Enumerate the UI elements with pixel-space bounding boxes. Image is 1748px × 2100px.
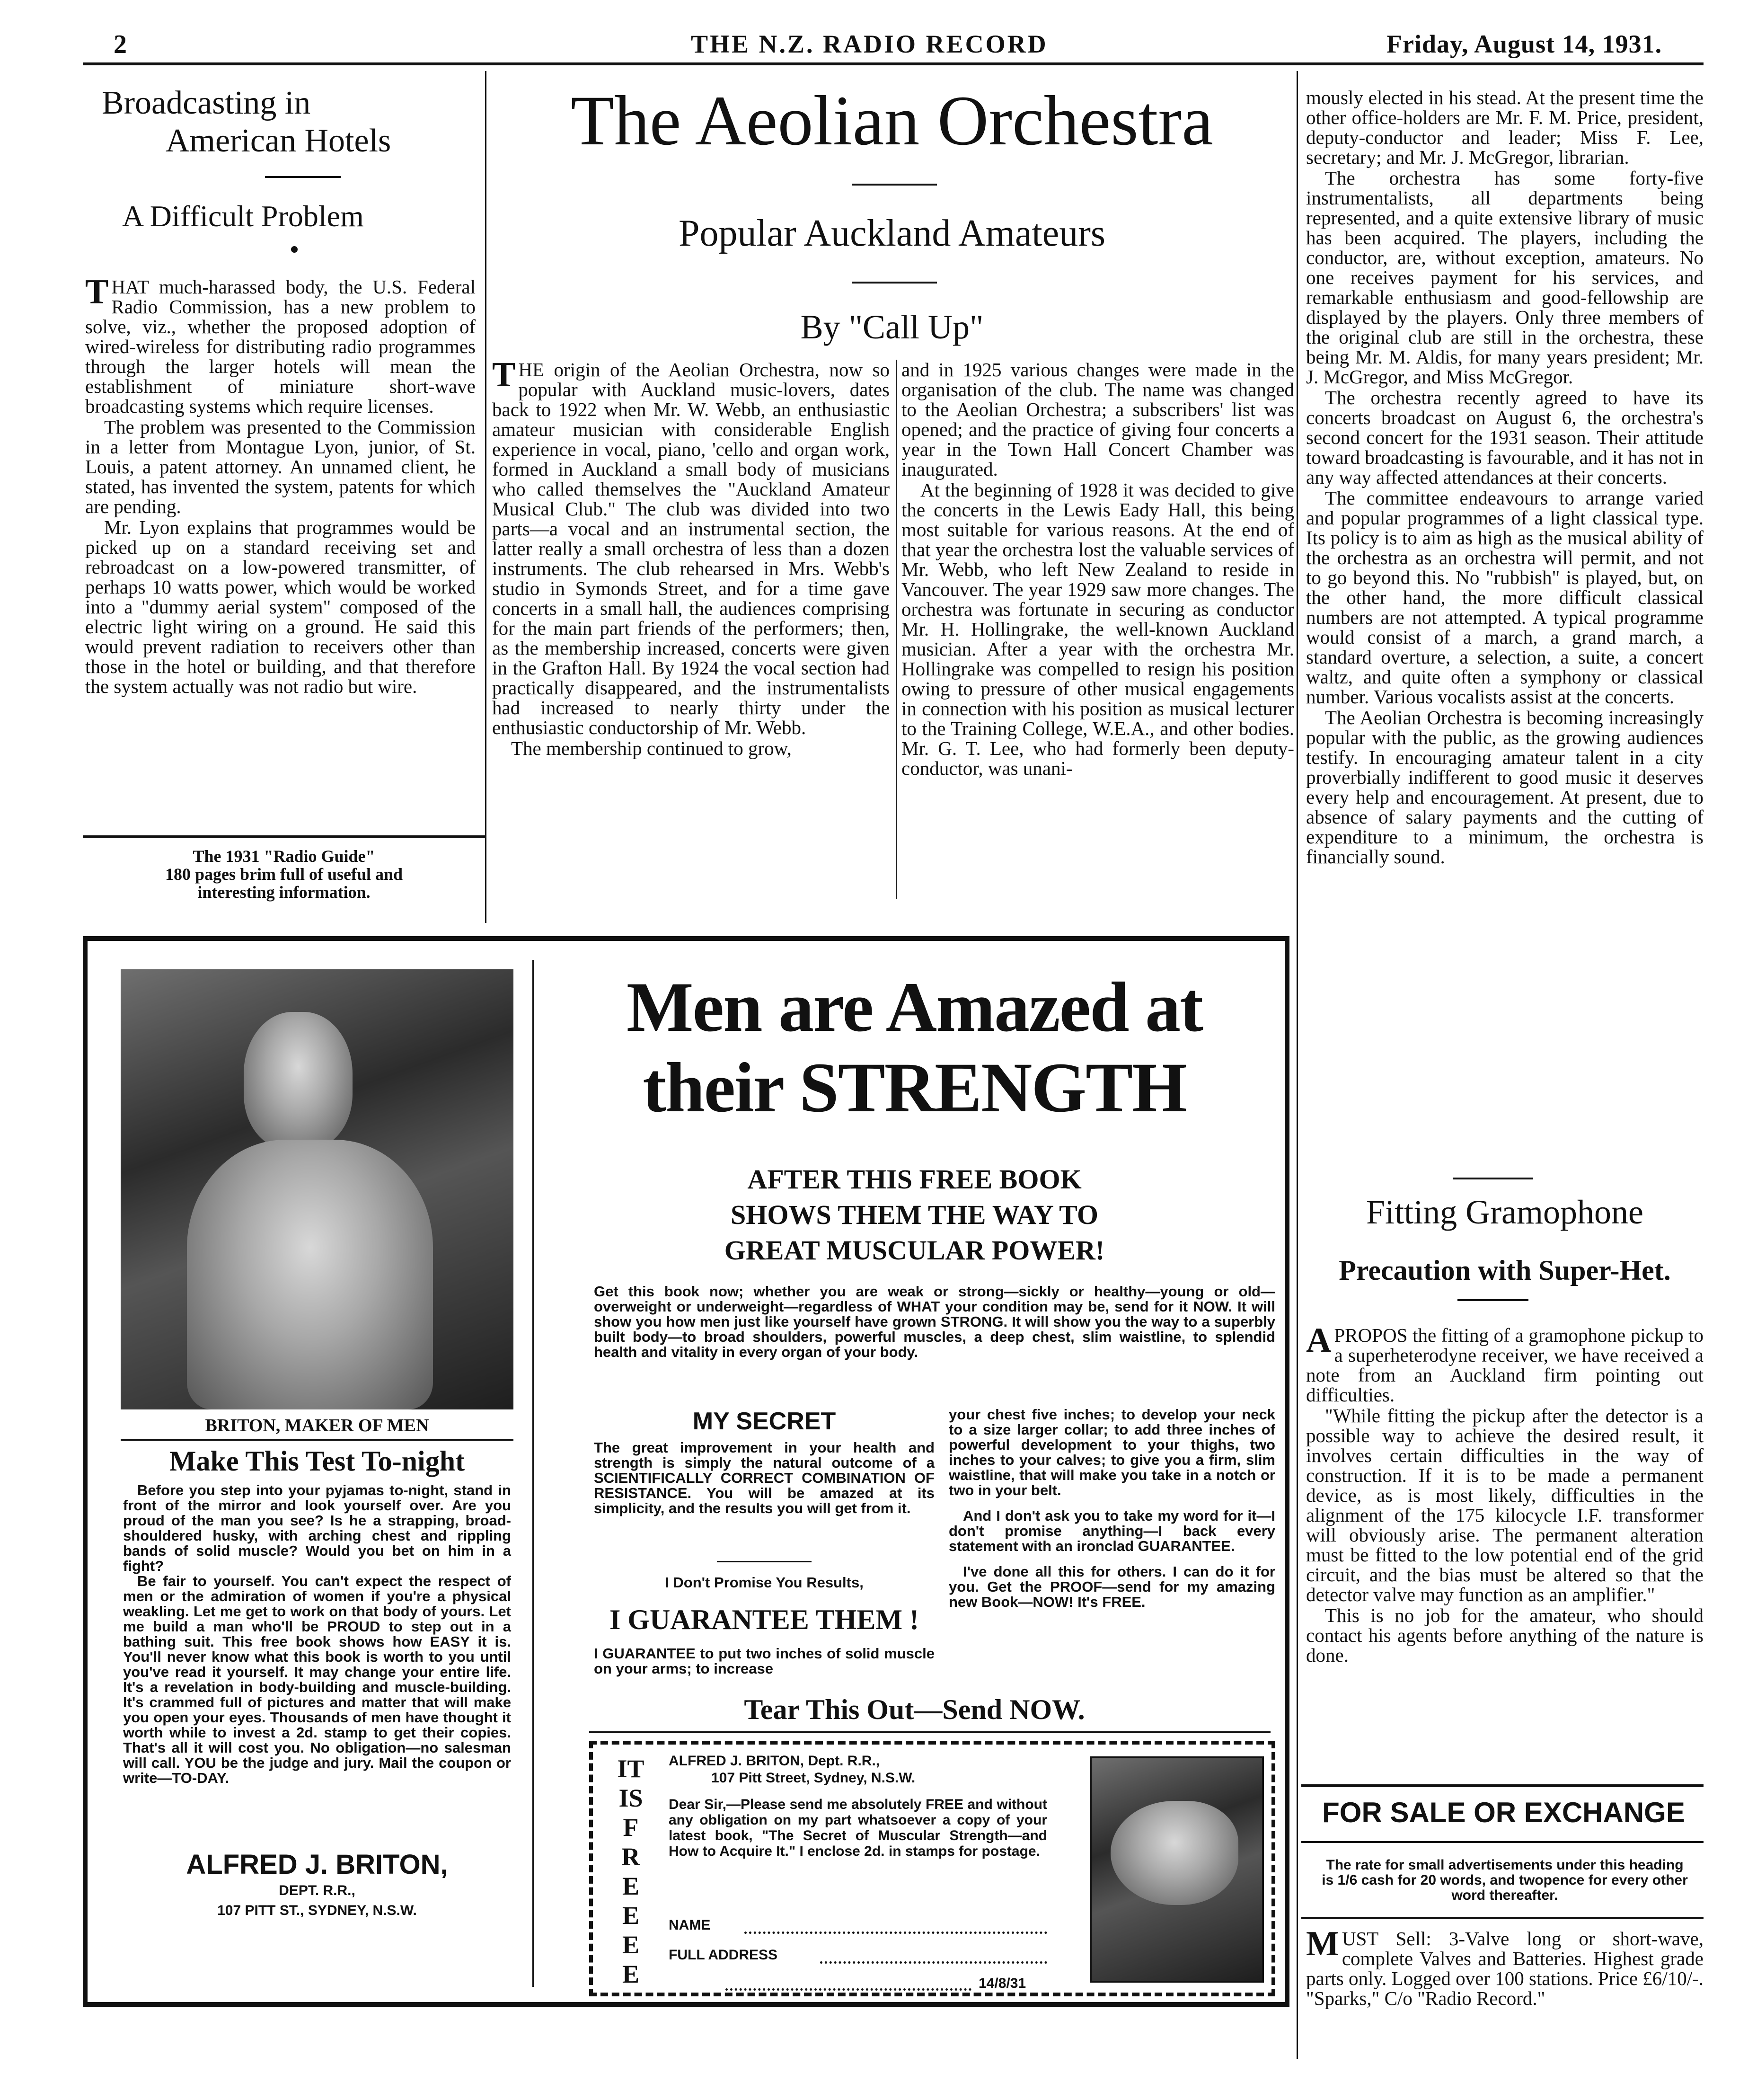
- classified-ad: [1306, 1924, 1704, 2009]
- ad-subhead-line2: SHOWS THEM THE WAY TO: [731, 1199, 1098, 1230]
- paragraph: The orchestra recently agreed to have its concerts broadcast on August 6, the orchestra's second concert for the 1931 season. Their attitude toward broadcasting is favourable, and it has not in any way affected attendances at their concerts.: [1306, 387, 1704, 488]
- coupon-address-line2: 107 Pitt Street, Sydney, N.S.W.: [711, 1770, 916, 1786]
- paragraph: The orchestra has some forty-five instrumentalists, all departments being represented, and a quite extensive library of music has been acquired. The players, including the conductor, are, without exception, amateurs. No one receives payment for his services, and remarkable enthusiasm and good-fellowship are displayed by the players. Only three members of the original club are still in the orchestra, these being Mr. M. Aldis, for many years president; Mr. J. McGregor, and Miss McGregor.: [1306, 167, 1704, 388]
- main-article-divider: [852, 184, 937, 186]
- test-heading: Make This Test To-night: [169, 1445, 465, 1477]
- main-article-subtitle: Popular Auckland Amateurs: [678, 213, 1106, 254]
- caption-rule: [121, 1439, 513, 1441]
- coupon-name-label: NAME: [669, 1917, 711, 1933]
- coupon-address-label: FULL ADDRESS: [669, 1947, 778, 1963]
- paragraph: mously elected in his stead. At the present time the other office-holders are Mr. F. M. Price, president, deputy-conductor and leader; Miss F. Lee, secretary; and Mr. J. McGregor, librarian.: [1306, 87, 1704, 168]
- gramophone-divider: [1453, 1178, 1533, 1179]
- paragraph: The membership continued to grow,: [511, 737, 792, 759]
- ad-subhead-line3: GREAT MUSCULAR POWER!: [724, 1235, 1105, 1266]
- ad-intro: Get this book now; whether you are weak or strong—sickly or healthy—young or old—overweight or underweight—regardless of WHAT your condition may be, send for it NOW. It will show you how men just like yourself have grown STRONG. It will show you the way to a superbly built body—to broad shoulders, powerful muscles, a deep chest, slim waistline, to splendid health and vitality in every organ of your body.: [594, 1283, 1275, 1360]
- paragraph: your chest five inches; to develop your neck to a size larger collar; to add three inches of powerful development to your thighs, two inches to your calves; to give you a firm, slim waistline, that will make you take in a notch or two in your belt.: [949, 1406, 1275, 1498]
- side-letter: E: [622, 1960, 640, 1988]
- main-article-col3: [1306, 88, 1704, 868]
- issue-date: Friday, August 14, 1931.: [1386, 30, 1662, 58]
- paragraph: And I don't ask you to take my word for it—I don't promise anything—I back every statement with an ironclad GUARANTEE.: [949, 1507, 1275, 1554]
- main-article-col1: [492, 355, 890, 759]
- short-rule: [717, 1561, 812, 1562]
- gramophone-divider: [1457, 1299, 1528, 1301]
- strength-advertisement: [83, 936, 1289, 2007]
- promo-line: interesting information.: [197, 883, 371, 902]
- paragraph: The Aeolian Orchestra is becoming increasingly popular with the public, as the growing audiences testify. In encouraging amateur talent in a city proverbially indifferent to good music it deserves every help and encouragement. At present, due to absence of salary payments and the cutting of expenditure to a minimum, the orchestra is financially sound.: [1306, 707, 1704, 868]
- promo-line: 180 pages brim full of useful and: [165, 865, 403, 884]
- paragraph: The problem was presented to the Commission in a letter from Montague Lyon, junior, of St. Louis, a patent attorney. An unnamed client, he stated, has invented the system, patents for which are pending.: [85, 416, 476, 517]
- right-column: [949, 1407, 1275, 1610]
- left-article-body: [85, 273, 476, 697]
- classifieds-note: The rate for small advertisements under this heading is 1/6 cash for 20 words, and twopence for every other word thereafter.: [1322, 1857, 1688, 1903]
- dropcap: T: [492, 355, 516, 394]
- gramophone-title: Fitting Gramophone: [1366, 1193, 1643, 1231]
- left-article-subtitle: A Difficult Problem: [122, 199, 364, 233]
- paragraph: I've done all this for others. I can do it for you. Get the PROOF—send for my amazing new Book—NOW! It's FREE.: [949, 1563, 1275, 1610]
- paragraph: HAT much-harassed body, the U.S. Federal Radio Commission, has a new problem to solve, viz., whether the proposed adoption of wired-wireless for distributing radio programmes through the larger hotels will mean the establishment of miniature short-wave broadcasting systems which require licenses.: [85, 276, 476, 417]
- paragraph: "While fitting the pickup after the detector is a possible way to achieve the desired result, it involves certain difficulties in the way of construction. If it is to be made a permanent device, as is most likely, difficulties in the alignment of the 175 kilocycle I.F. transformer will obviously arise. The permanent alteration must be fitted to the low potential end of the grid circuit, and the bias must be altered so that the detector valve may function as an amplifier.": [1306, 1405, 1704, 1605]
- name-field[interactable]: [744, 1932, 1047, 1934]
- dropcap: A: [1306, 1321, 1332, 1360]
- side-letter: F: [623, 1813, 639, 1842]
- side-letter: E: [622, 1901, 640, 1930]
- figure-torso: [187, 1140, 433, 1409]
- dropcap: T: [85, 273, 109, 311]
- ad-subhead-line1: AFTER THIS FREE BOOK: [747, 1164, 1082, 1195]
- column-divider: [1297, 71, 1298, 2059]
- side-letter: IS: [618, 1784, 643, 1812]
- secret-para: The great improvement in your health and strength is simply the natural outcome of a SCIENTIFICALLY CORRECT COMBINATION OF RESISTANCE. You will be amazed at its simplicity, and the results you will get from it.: [594, 1439, 935, 1516]
- ad-headline-line1: Men are Amazed at: [626, 968, 1203, 1046]
- left-article-divider: [265, 176, 341, 178]
- figure-head: [244, 1012, 353, 1149]
- classifieds-rule: [1301, 1917, 1704, 1919]
- column-divider: [896, 360, 897, 899]
- main-article-col2: [901, 360, 1294, 779]
- main-article-byline: By "Call Up": [800, 308, 984, 346]
- tear-line: Tear This Out—Send NOW.: [744, 1694, 1085, 1725]
- coupon-address-line1: ALFRED J. BRITON, Dept. R.R.,: [669, 1753, 880, 1769]
- main-article-title: The Aeolian Orchestra: [571, 81, 1213, 160]
- gramophone-body: [1306, 1321, 1704, 1666]
- signature-address: 107 PITT ST., SYDNEY, N.S.W.: [217, 1903, 417, 1918]
- classifieds-rule: [1301, 1841, 1704, 1843]
- coupon-text: Dear Sir,—Please send me absolutely FREE and without any obligation on my part whatsoever a copy of your latest book, "The Secret of Muscular Strength—and How to Acquire It." I enclose 2d. in stamps for postage.: [669, 1797, 1047, 1859]
- guarantee-para: I GUARANTEE to put two inches of solid muscle on your arms; to increase: [594, 1645, 935, 1677]
- page-number: 2: [114, 30, 129, 59]
- left-article-title-line1: Broadcasting in: [102, 85, 311, 121]
- radio-guide-promo: [85, 847, 483, 901]
- signature-name: ALFRED J. BRITON,: [186, 1849, 448, 1880]
- photo-caption: BRITON, MAKER OF MEN: [205, 1416, 429, 1435]
- signature-dept: DEPT. R.R.,: [279, 1883, 355, 1898]
- address-field[interactable]: [820, 1961, 1047, 1964]
- paragraph: PROPOS the fitting of a gramophone pickup to a superheterodyne receiver, we have received a note from an Auckland firm pointing out difficulties.: [1306, 1324, 1704, 1406]
- promo-line: The 1931 "Radio Guide": [193, 847, 375, 866]
- paragraph: Be fair to yourself. You can't expect the respect of men or the admiration of women if you're a physical weakling. Let me get to work on that body of yours. Let me build a man who'll be PROUD to step out in a bathing suit. This free book shows how EASY it is. You'll never know what this book is worth to you until you've read it yourself. It may change your entire life. It's a revelation in body-building and muscle-building. It's crammed full of pictures and matter that will make you open your eyes. Thousands of men have thought it worth while to invest a 2d. stamp to get their copies. That's all it will cost you. No obligation—no salesman will call. YOU be the judge and jury. Mail the coupon or write—TO-DAY.: [123, 1573, 511, 1786]
- ad-divider: [532, 960, 534, 1987]
- paragraph: Before you step into your pyjamas to-night, stand in front of the mirror and look yourself over. Are you proud of the man you see? Is he a strapping, broad-shouldered husky, with arching chest and rippling bands of solid muscle? Would you bet on him in a fight?: [123, 1482, 511, 1574]
- ad-headline-line2: their STRENGTH: [643, 1048, 1186, 1127]
- side-letter: R: [621, 1843, 640, 1871]
- coupon-date: 14/8/31: [979, 1976, 1026, 1991]
- classified-ad-text: UST Sell: 3-Valve long or short-wave, complete Valves and Batteries. Highest grade parts only. Logged over 100 stations. Price £6/10/-. "Sparks," C/o "Radio Record.": [1306, 1928, 1704, 2009]
- bullet-ornament: [291, 246, 298, 253]
- classifieds-rule: [1301, 1784, 1704, 1787]
- paragraph: At the beginning of 1928 it was decided to give the concerts in the Lewis Eady Hall, this being most suitable for various reasons. At the end of that year the orchestra lost the valuable services of Mr. Webb, who left New Zealand to reside in Vancouver. The year 1929 saw more changes. The orchestra was fortunate in securing as conductor Mr. H. Hollingrake, the well-known Auckland musician. After a year with the orchestra Mr. Hollingrake was compelled to resign his position owing to pressure of other musical engagements in connection with his position as musical lecturer to the Training College, W.E.A., and other bodies. Mr. G. T. Lee, who had formerly been deputy-conductor, was unani-: [901, 479, 1294, 779]
- column-divider: [485, 71, 486, 923]
- arm-photo: [1090, 1756, 1264, 1983]
- classifieds-title: FOR SALE OR EXCHANGE: [1322, 1797, 1685, 1828]
- masthead: THE N.Z. RADIO RECORD: [691, 30, 1048, 58]
- guarantee-heading: I GUARANTEE THEM !: [609, 1604, 919, 1635]
- side-letter: E: [622, 1931, 640, 1959]
- left-article-title-line2: American Hotels: [166, 123, 391, 159]
- coupon-top-rule: [589, 1731, 1271, 1733]
- promise-line: I Don't Promise You Results,: [665, 1574, 864, 1591]
- coupon[interactable]: [589, 1741, 1275, 1996]
- paragraph: The committee endeavours to arrange varied and popular programmes of a light classical type. Its policy is to aim as high as the musical ability of the orchestra as an orchestra will permit, and not to go beyond this. No "rubbish" is played, but, on the other hand, the more difficult classical numbers are not attempted. A typical programme would consist of a march, a grand march, a standard overture, a selection, a suite, a concert waltz, and quite often a symphony or classical number. Various vocalists assist at the concerts.: [1306, 487, 1704, 708]
- test-body: [123, 1483, 511, 1786]
- arm-muscle: [1111, 1801, 1238, 1905]
- gramophone-subtitle: Precaution with Super-Het.: [1339, 1255, 1671, 1286]
- coupon-side-letters: [612, 1754, 650, 1989]
- promo-rule: [83, 835, 485, 838]
- paragraph: This is no job for the amateur, who should contact his agents before anything of the nature is done.: [1306, 1604, 1704, 1666]
- briton-photo: [121, 969, 513, 1409]
- paragraph: Mr. Lyon explains that programmes would be picked up on a standard receiving set and rebroadcast on a low-powered transmitter, of perhaps 10 watts power, which would be worked into a "dummy aerial system" composed of the electric light wiring on a ground. He said this would prevent radiation to receivers other than those in the hotel or building, and that therefore the system actually was not radio but wire.: [85, 516, 476, 697]
- main-article-divider: [852, 282, 937, 284]
- side-letter: IT: [617, 1754, 644, 1783]
- header-rule: [83, 62, 1704, 65]
- side-letter: E: [622, 1872, 640, 1900]
- dropcap: M: [1306, 1924, 1339, 1963]
- paragraph: HE origin of the Aeolian Orchestra, now so popular with Auckland music-lovers, dates back to 1922 when Mr. W. Webb, an enthusiastic amateur musician with considerable English experience in vocal, piano, 'cello and organ work, formed in Auckland a small body of musicians who called themselves the "Auckland Amateur Musical Club." The club was divided into two parts—a vocal and an instrumental section, the latter really a small orchestra of less than a dozen instruments. The club rehearsed in Mrs. Webb's studio in Symonds Street, and for a time gave concerts in a small hall, the audiences comprising for the main part friends of the performers; then, as the membership increased, concerts were given in the Grafton Hall. By 1924 the vocal section had practically disappeared, and the instrumentalists had increased to nearly thirty under the enthusiastic conductorship of Mr. Webb.: [492, 359, 890, 738]
- secret-heading: MY SECRET: [692, 1408, 836, 1435]
- paragraph: and in 1925 various changes were made in the organisation of the club. The name was changed to the Aeolian Orchestra; a subscribers' list was opened; and the practice of giving four concerts a year in the Town Hall Concert Chamber was inaugurated.: [901, 359, 1294, 480]
- address-field-line2[interactable]: [725, 1988, 971, 1991]
